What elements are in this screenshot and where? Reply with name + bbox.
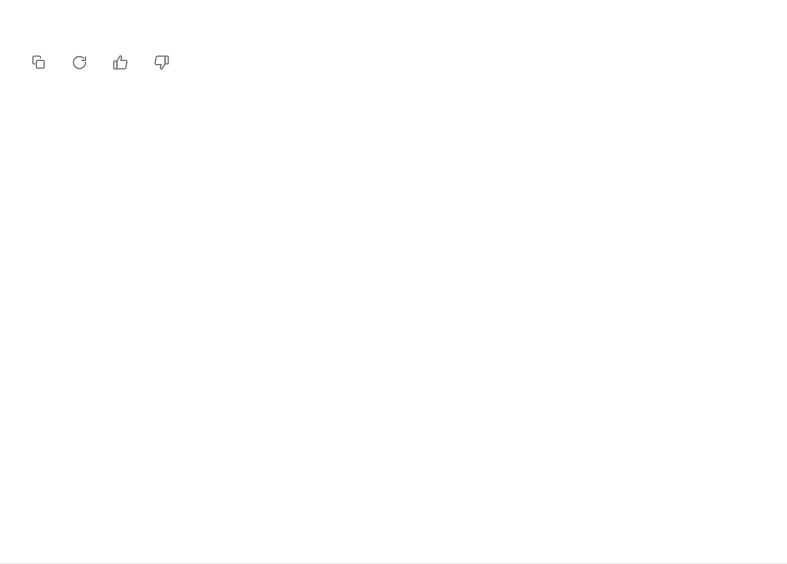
thumbs-down-button[interactable]	[147, 48, 175, 76]
message-actions	[0, 32, 787, 76]
copy-button[interactable]	[24, 48, 52, 76]
copy-icon	[30, 54, 47, 71]
thumbs-down-icon	[153, 54, 170, 71]
assistant-message	[0, 0, 787, 10]
refresh-button[interactable]	[65, 48, 93, 76]
thumbs-up-icon	[112, 54, 129, 71]
refresh-icon	[71, 54, 88, 71]
thumbs-up-button[interactable]	[106, 48, 134, 76]
